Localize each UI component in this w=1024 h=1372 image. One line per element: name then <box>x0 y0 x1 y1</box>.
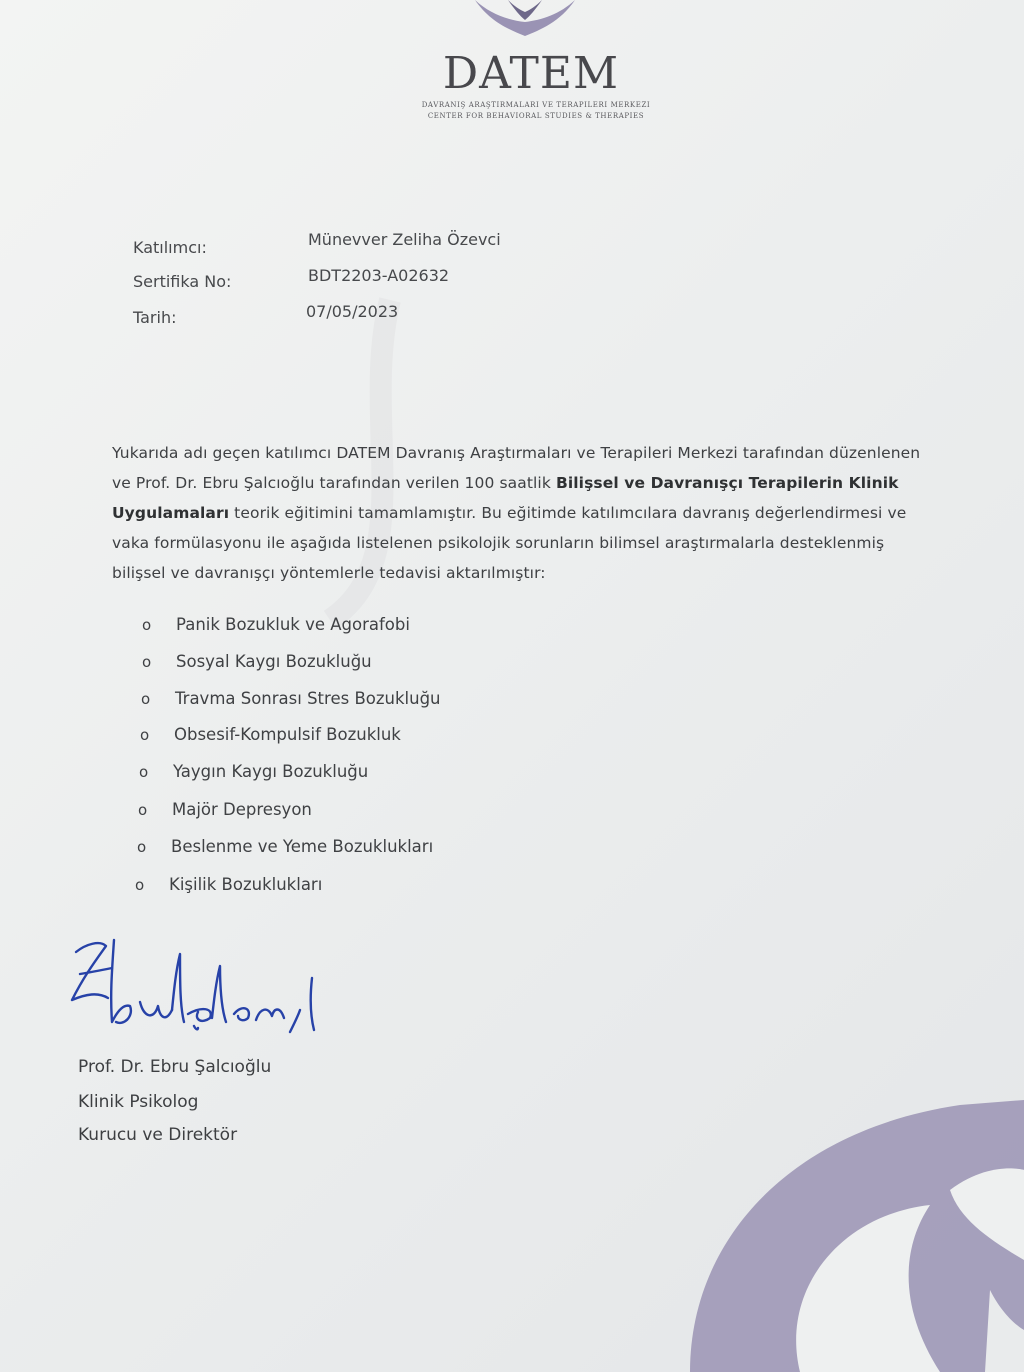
logo-subtitle-tr: DAVRANIŞ ARAŞTIRMALARI VE TERAPILERI MERKEZI <box>421 101 651 109</box>
topic-item: o Obsesif-Kompulsif Bozukluk <box>140 725 401 744</box>
topic-item: o Kişilik Bozuklukları <box>135 875 323 894</box>
certificate-number-value: BDT2203-A02632 <box>308 266 450 285</box>
bullet-marker: o <box>135 876 145 894</box>
topic-item: o Majör Depresyon <box>138 800 312 819</box>
topic-item: o Travma Sonrası Stres Bozukluğu <box>141 689 441 708</box>
topic-item: o Sosyal Kaygı Bozukluğu <box>142 652 372 671</box>
bullet-marker: o <box>140 726 150 744</box>
signatory-name: Prof. Dr. Ebru Şalcıoğlu <box>78 1057 272 1077</box>
signatory-title: Klinik Psikolog <box>78 1092 199 1112</box>
signatory-role: Kurucu ve Direktör <box>78 1125 238 1145</box>
topic-item: o Beslenme ve Yeme Bozuklukları <box>137 837 434 856</box>
bullet-marker: o <box>137 838 147 856</box>
participant-name: Münevver Zeliha Özevci <box>308 230 501 249</box>
bullet-marker: o <box>142 616 152 634</box>
bullet-marker: o <box>142 653 152 671</box>
date-value: 07/05/2023 <box>306 302 399 321</box>
bullet-marker: o <box>139 763 149 781</box>
topic-item: o Panik Bozukluk ve Agorafobi <box>142 615 410 634</box>
course-title: Bilişsel ve Davranışçı Terapilerin Klinik Uygulamaları <box>112 474 899 522</box>
statement-text-2: teorik eğitimini tamamlamıştır. Bu eğitimde katılımcılara davranış değerlendirmesi ve vaka formülasyonu ile aşağıda listelenen psikolojik sorunların bilimsel araştırmalarla desteklenmiş bilişsel ve davranışçı yöntemlerle tedavisi aktarılmıştır: <box>112 504 907 582</box>
certificate-statement <box>112 438 924 588</box>
certificate-number-label: Sertifika No: <box>133 272 232 291</box>
bullet-marker: o <box>141 690 151 708</box>
date-label: Tarih: <box>133 308 177 327</box>
logo-subtitle-en: CENTER FOR BEHAVIORAL STUDIES & THERAPIES <box>427 112 645 120</box>
handwritten-signature <box>62 930 332 1040</box>
bullet-marker: o <box>138 801 148 819</box>
statement-text-1: Yukarıda adı geçen katılımcı DATEM Davranış Araştırmaları ve Terapileri Merkezi tarafından düzenlenen ve Prof. Dr. Ebru Şalcıoğlu tarafından verilen 100 saatlik <box>112 444 921 492</box>
datem-logo-mark-icon <box>460 0 590 40</box>
participant-label: Katılımcı: <box>133 238 207 257</box>
logo-title: DATEM <box>442 48 620 99</box>
topic-item: o Yaygın Kaygı Bozukluğu <box>139 762 369 781</box>
